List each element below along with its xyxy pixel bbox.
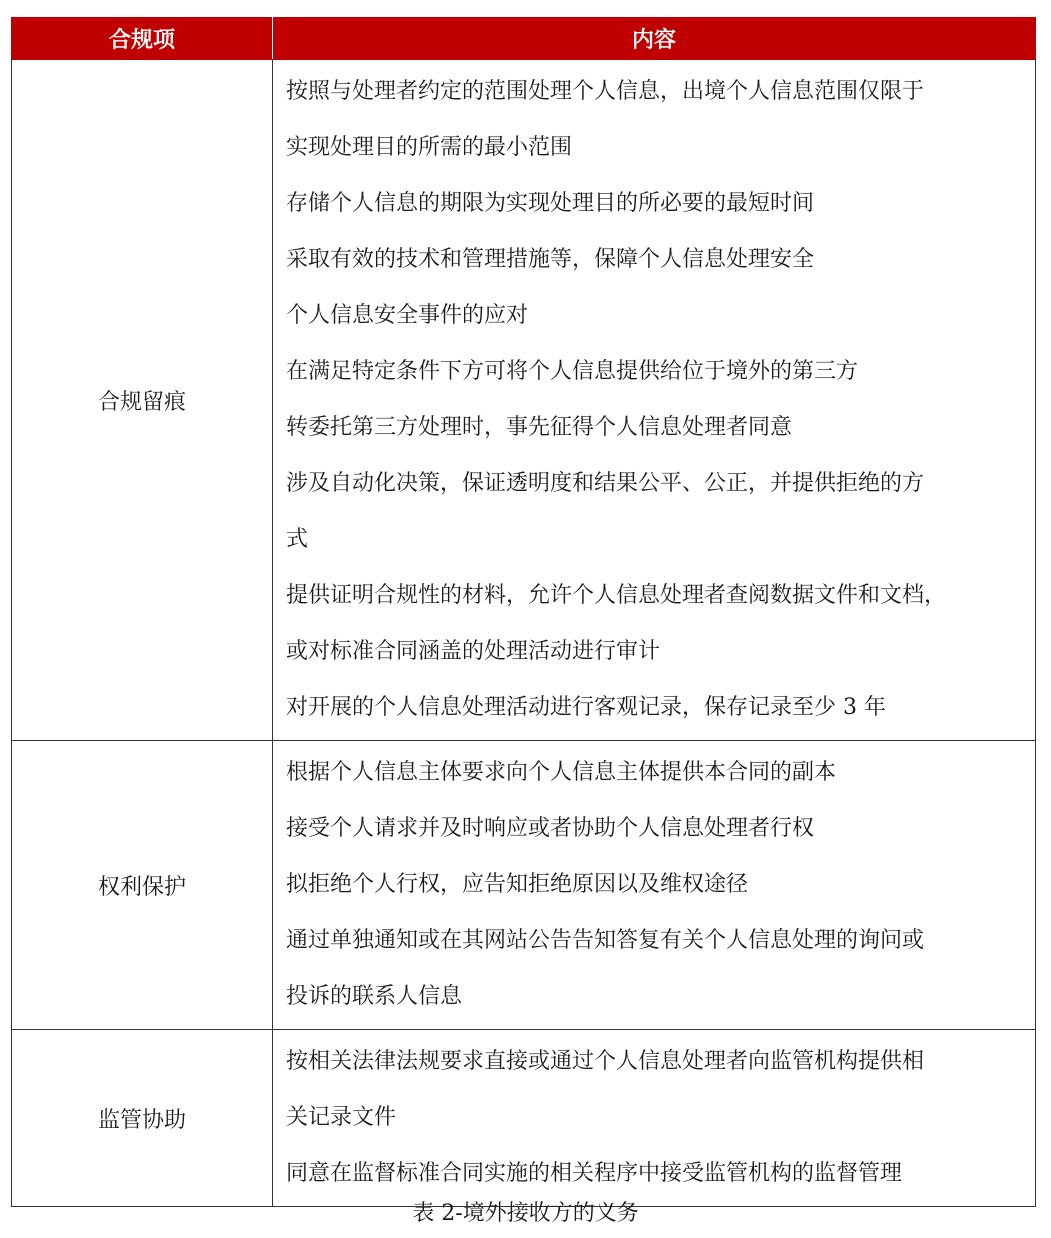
obligations-table (11, 17, 1036, 1207)
row-item-label: 权利保护 (12, 741, 273, 1030)
table-header-row (12, 18, 1036, 60)
table-caption: 表 2-境外接收方的义务 (412, 1201, 639, 1226)
row-content-cell (273, 60, 1036, 741)
row-content-cell (273, 741, 1036, 1030)
content-line: 对开展的个人信息处理活动进行客观记录，保存记录至少 3 年 (286, 695, 886, 720)
content-line: 式 (286, 527, 309, 552)
content-line: 接受个人请求并及时响应或者协助个人信息处理者行权 (286, 816, 815, 841)
content-line: 同意在监督标准合同实施的相关程序中接受监管机构的监督管理 (286, 1161, 903, 1186)
content-line: 关记录文件 (286, 1105, 397, 1130)
content-line: 通过单独通知或在其网站公告告知答复有关个人信息处理的询问或 (286, 928, 925, 953)
content-line: 投诉的联系人信息 (286, 984, 463, 1009)
content-line: 按相关法律法规要求直接或通过个人信息处理者向监管机构提供相 (286, 1049, 925, 1074)
row-item-label: 监管协助 (12, 1030, 273, 1207)
content-line: 采取有效的技术和管理措施等，保障个人信息处理安全 (286, 247, 815, 272)
obligations-table-container (11, 17, 1035, 1207)
content-line: 或对标准合同涵盖的处理活动进行审计 (286, 639, 661, 664)
content-line: 转委托第三方处理时，事先征得个人信息处理者同意 (286, 415, 793, 440)
content-line: 拟拒绝个人行权，应告知拒绝原因以及维权途径 (286, 872, 749, 897)
content-line: 存储个人信息的期限为实现处理目的所必要的最短时间 (286, 191, 815, 216)
table-row (12, 60, 1036, 741)
content-line: 实现处理目的所需的最小范围 (286, 135, 573, 160)
row-content-cell (273, 1030, 1036, 1207)
content-line: 按照与处理者约定的范围处理个人信息，出境个人信息范围仅限于 (286, 79, 925, 104)
content-line: 个人信息安全事件的应对 (286, 303, 529, 328)
content-line: 在满足特定条件下方可将个人信息提供给位于境外的第三方 (286, 359, 859, 384)
header-compliance-item: 合规项 (12, 18, 273, 60)
header-content: 内容 (273, 18, 1036, 60)
table-row (12, 741, 1036, 1030)
row-item-label: 合规留痕 (12, 60, 273, 741)
content-line: 提供证明合规性的材料，允许个人信息处理者查阅数据文件和文档， (286, 583, 947, 608)
content-line: 根据个人信息主体要求向个人信息主体提供本合同的副本 (286, 760, 837, 785)
content-line: 涉及自动化决策，保证透明度和结果公平、公正，并提供拒绝的方 (286, 471, 925, 496)
table-row (12, 1030, 1036, 1207)
